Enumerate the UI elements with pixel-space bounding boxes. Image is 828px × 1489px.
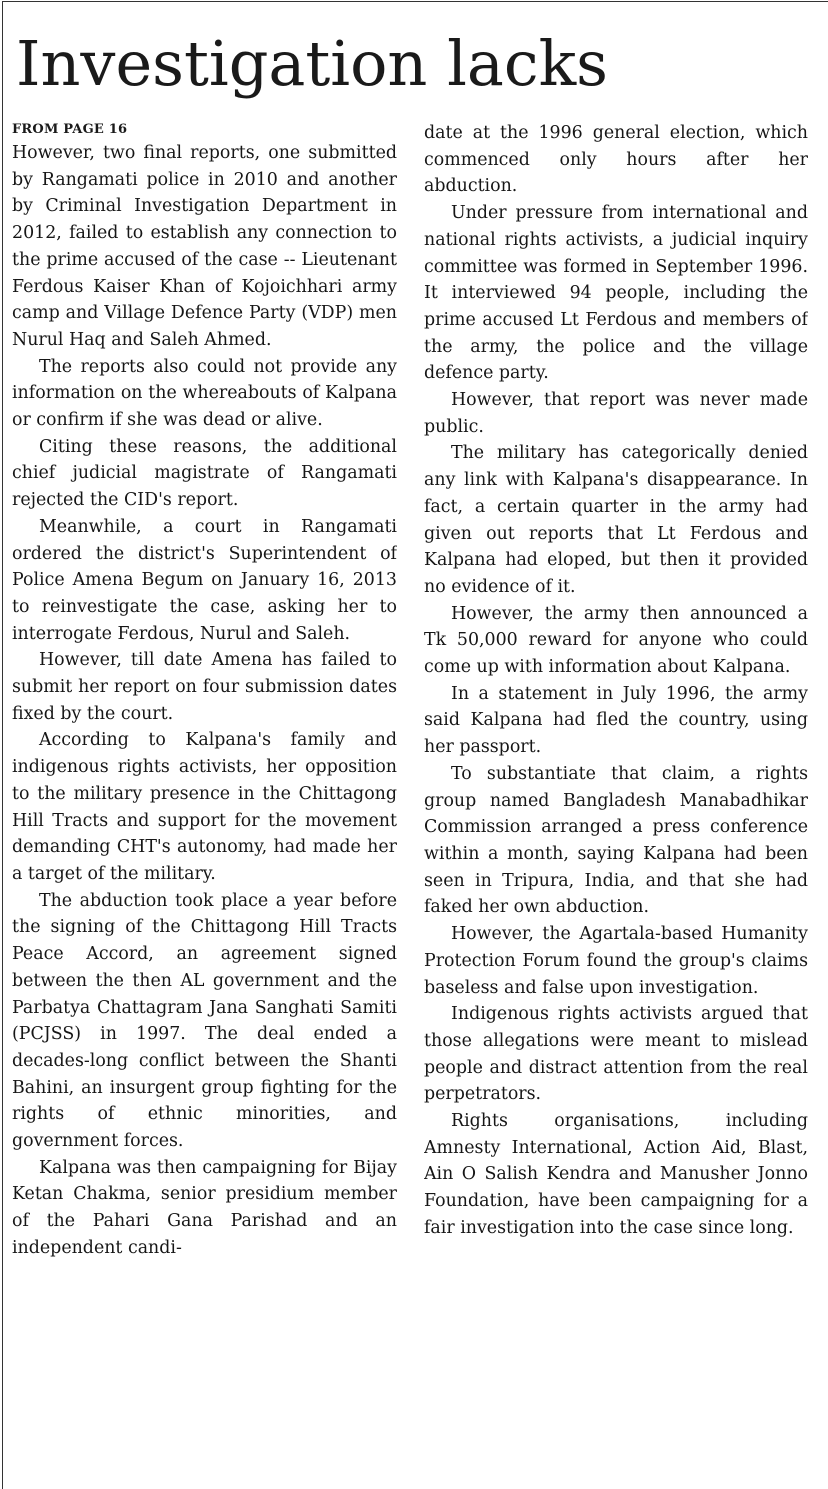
paragraph: Citing these reasons, the additional chief judicial magistrate of Rangamati rejected the CID's report.	[12, 436, 397, 511]
paragraph: According to Kalpana's family and indigenous rights activists, her opposition to the military presence in the Chittagong Hill Tracts and support for the movement demanding CHT's autonomy, had made her a target of the military.	[12, 730, 397, 884]
headline: Investigation lacks	[16, 27, 608, 100]
paragraph: However, two final reports, one submitted by Rangamati police in 2010 and another by Criminal Investigation Department in 2012, failed to establish any connection to the prime accused of the case -- Lieutenant Ferdous Kaiser Khan of Kojoichhari army camp and Village Defence Party (VDP) men Nurul Haq and Saleh Ahmed.	[12, 143, 397, 350]
clipping-border-left	[2, 1, 3, 1489]
paragraph: Indigenous rights activists argued that those allegations were meant to mislead people and distract attention from the real perpetrators.	[424, 1004, 808, 1105]
paragraph: In a statement in July 1996, the army said Kalpana had fled the country, using her passport.	[424, 683, 808, 758]
paragraph: The reports also could not provide any information on the whereabouts of Kalpana or confirm if she was dead or alive.	[12, 356, 397, 431]
article-column-right	[424, 120, 808, 1460]
paragraph: The abduction took place a year before the signing of the Chittagong Hill Tracts Peace Accord, an agreement signed between the then AL government and the Parbatya Chattagram Jana Sanghati Samiti (PCJSS) in 1997. The deal ended a decades-long conflict between the Shanti Bahini, an insurgent group fighting for the rights of ethnic minorities, and government forces.	[12, 890, 397, 1152]
paragraph: date at the 1996 general election, which commenced only hours after her abduction.	[424, 123, 808, 197]
article-column-left	[12, 120, 397, 1489]
paragraph: To substantiate that claim, a rights group named Bangladesh Manabadhikar Commission arranged a press conference within a month, saying Kalpana had been seen in Tripura, India, and that she had faked her own abduction.	[424, 763, 808, 918]
paragraph: The military has categorically denied any link with Kalpana's disappearance. In fact, a certain quarter in the army had given out reports that Lt Ferdous and Kalpana had eloped, but then it provided no evidence of it.	[424, 443, 808, 597]
paragraph: Under pressure from international and national rights activists, a judicial inquiry committee was formed in September 1996. It interviewed 94 people, including the prime accused Lt Ferdous and members of the army, the police and the village defence party.	[424, 203, 808, 384]
paragraph: Meanwhile, a court in Rangamati ordered the district's Superintendent of Police Amena Begum on January 16, 2013 to reinvestigate the case, asking her to interrogate Ferdous, Nurul and Saleh.	[12, 516, 397, 644]
paragraph: However, till date Amena has failed to submit her report on four submission dates fixed by the court.	[12, 650, 397, 724]
paragraph: Kalpana was then campaigning for Bijay Ketan Chakma, senior presidium member of the Pahari Gana Parishad and an independent candi-	[12, 1157, 397, 1258]
paragraph: However, the army then announced a Tk 50,000 reward for anyone who could come up with information about Kalpana.	[424, 603, 808, 678]
clipping-border-top	[2, 1, 828, 2]
paragraph: Rights organisations, including Amnesty International, Action Aid, Blast, Ain O Salish Kendra and Manusher Jonno Foundation, have been campaigning for a fair investigation into the case since long.	[424, 1111, 808, 1238]
jump-line: FROM PAGE 16	[12, 122, 128, 137]
paragraph: However, that report was never made public.	[424, 390, 808, 437]
paragraph: However, the Agartala-based Humanity Protection Forum found the group's claims baseless and false upon investigation.	[424, 924, 808, 998]
